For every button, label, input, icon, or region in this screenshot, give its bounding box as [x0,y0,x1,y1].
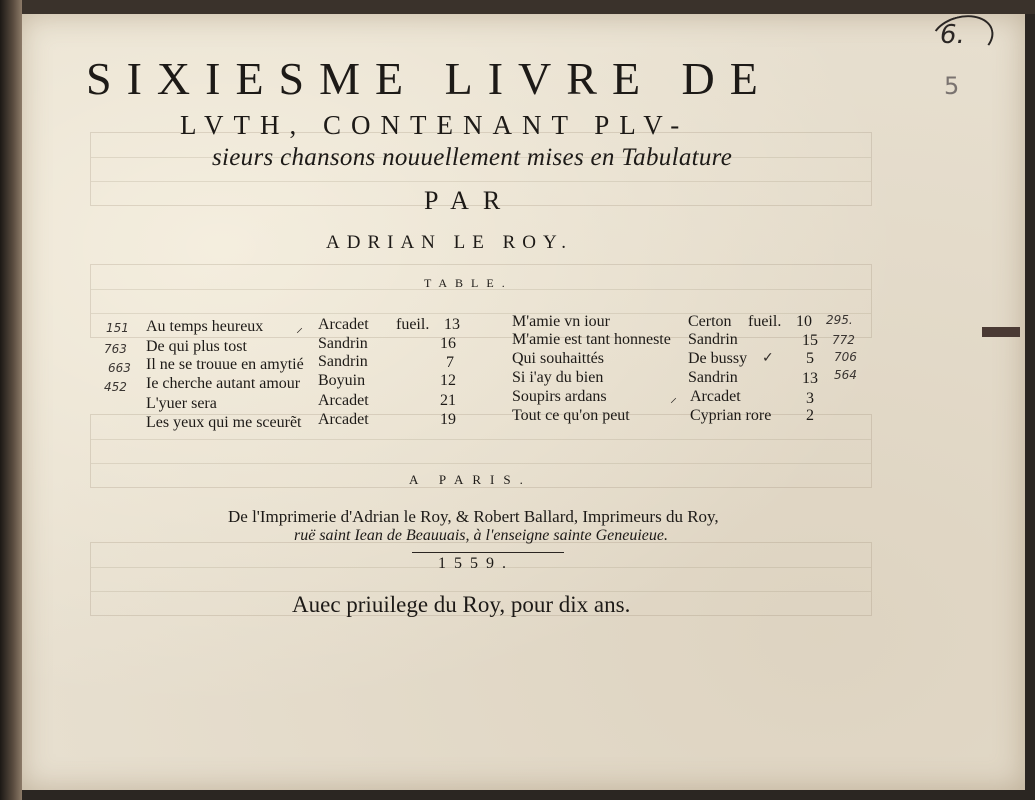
song-page: 3 [806,390,814,407]
song-page: 16 [440,335,456,352]
privilege-line: Auec priuilege du Roy, pour dix ans. [292,592,631,617]
book-spine [0,0,22,800]
song-title: L'yuer sera [146,395,217,412]
song-title: Il ne se trouue en amytié [146,356,304,373]
handwritten-number: 663 [108,361,131,375]
handwritten-number: 564 [834,368,857,382]
handwritten-number: 706 [834,350,857,364]
imprint-line-1: De l'Imprimerie d'Adrian le Roy, & Robert Ballard, Imprimeurs du Roy, [228,507,719,526]
author-name: ADRIAN LE ROY. [326,232,574,253]
song-composer: Sandrin [688,369,738,386]
song-composer: Certon [688,313,732,330]
fueil-label: fueil. [396,316,430,333]
song-title: Qui souhaittés [512,350,604,367]
pencil-tick-icon: ⸝ [296,320,303,336]
book-top-edge [0,0,1035,14]
handwritten-number: 151 [106,321,129,335]
song-title: Les yeux qui me sceurẽt [146,414,302,431]
fueil-label: fueil. [748,313,782,330]
song-title: Au temps heureux [146,318,264,335]
handwritten-number: 295. [826,313,853,327]
table-heading: TABLE. [424,276,513,290]
page-number-handwritten: 6. [940,20,965,50]
divider-rule [412,552,564,553]
song-composer: De bussy [688,350,748,367]
song-title: Ie cherche autant amour [146,375,301,392]
pencil-tick-icon: ⸝ [670,390,677,406]
song-title: M'amie vn iour [512,313,610,330]
song-page: 10 [796,313,812,330]
title-line-2: LVTH, CONTENANT PLV- [180,110,690,140]
song-title: M'amie est tant honneste [512,331,671,348]
song-page: 15 [802,332,818,349]
title-par: PAR [424,186,515,215]
song-composer: Arcadet [318,316,369,333]
song-title: Tout ce qu'on peut [512,407,630,424]
song-page: 19 [440,411,456,428]
song-page: 7 [446,354,454,371]
imprint-year: 1559. [438,555,514,572]
bookmark-tab [982,327,1020,337]
pencil-tick-icon: ✓ [762,350,774,366]
song-page: 21 [440,392,456,409]
title-line-1: SIXIESME LIVRE DE [86,53,773,104]
song-composer: Sandrin [318,335,368,352]
song-page: 13 [444,316,460,333]
title-line-3: sieurs chansons nouuellement mises en Tabulature [212,144,733,171]
song-composer: Arcadet [690,388,741,405]
song-title: Soupirs ardans [512,388,607,405]
imprint-line-2: ruë saint Iean de Beauuais, à l'enseigne sainte Geneuieue. [294,527,668,544]
song-composer: Sandrin [688,331,738,348]
song-page: 13 [802,370,818,387]
song-composer: Sandrin [318,353,368,370]
song-composer: Cyprian rore [690,407,772,424]
song-page: 2 [806,407,814,424]
imprint-city: A PARIS. [409,472,532,487]
song-composer: Boyuin [318,372,366,389]
song-page: 12 [440,372,456,389]
song-composer: Arcadet [318,411,369,428]
song-composer: Arcadet [318,392,369,409]
handwritten-number: 772 [832,333,855,347]
song-page: 5 [806,350,814,367]
song-title: De qui plus tost [146,338,247,355]
song-title: Si i'ay du bien [512,369,604,386]
handwritten-number: 452 [104,380,127,394]
page-number-faded: 5 [944,72,960,100]
handwritten-number: 763 [104,342,127,356]
